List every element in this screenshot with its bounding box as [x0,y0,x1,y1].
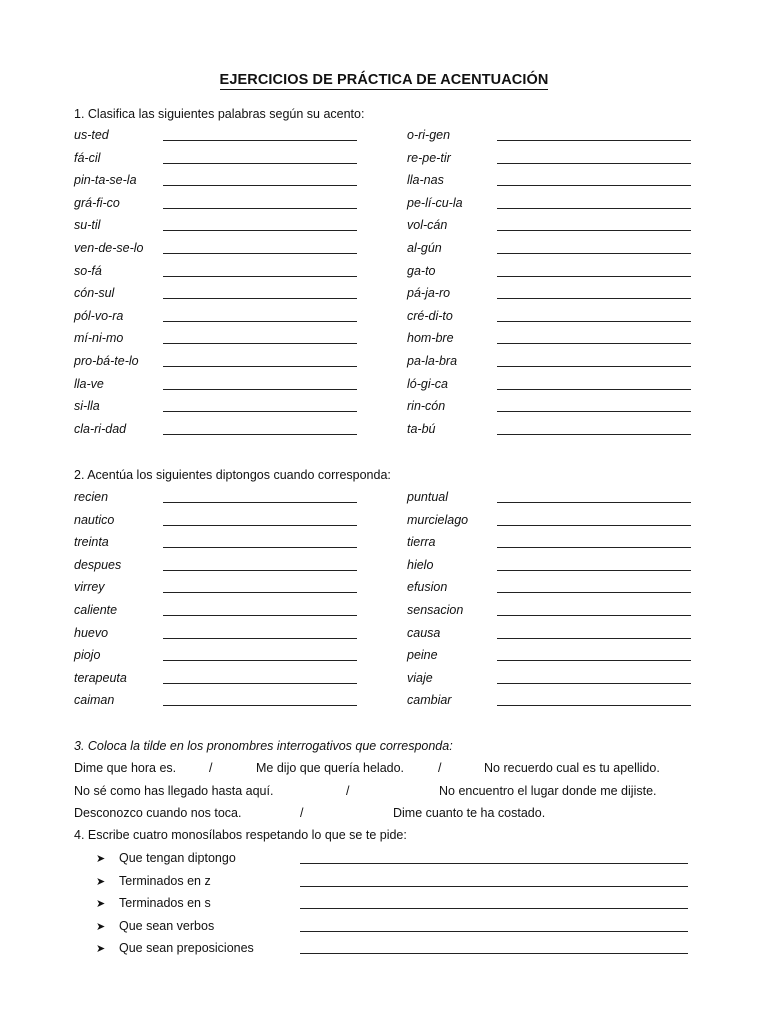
s1-answer-line-left[interactable] [163,163,357,164]
s1-word-right: hom-bre [407,331,454,346]
s1-word-left: mí-ni-mo [74,331,124,346]
s1-answer-line-right[interactable] [497,434,691,435]
s4-answer-line[interactable] [300,886,688,887]
s2-word-left: huevo [74,625,109,640]
s4-item-label: Que tengan diptongo [119,851,236,865]
s2-answer-line-right[interactable] [497,660,691,661]
s2-answer-line-left[interactable] [163,615,357,616]
s2-answer-line-right[interactable] [497,570,691,571]
s4-item-label: Terminados en z [119,873,211,888]
s3-row1-sentence1: Dime que hora es. [74,761,177,775]
s2-answer-line-right[interactable] [497,705,691,706]
s1-answer-line-left[interactable] [163,140,357,141]
s1-answer-line-right[interactable] [497,276,691,277]
s2-answer-line-left[interactable] [163,638,357,639]
s1-answer-line-left[interactable] [163,343,357,344]
s2-word-left: nautico [74,512,115,527]
s1-word-left: so-fá [74,263,102,278]
arrow-bullet-icon: ➤ [96,898,106,911]
s2-word-left: treinta [74,535,109,550]
s2-word-right: viaje [407,670,433,685]
s2-answer-line-left[interactable] [163,525,357,526]
s2-word-left: despues [74,557,122,572]
s1-answer-line-right[interactable] [497,208,691,209]
s1-word-left: pól-vo-ra [74,308,124,323]
s1-answer-line-left[interactable] [163,389,357,390]
s2-word-left: terapeuta [74,670,127,685]
s2-word-right: tierra [407,535,436,550]
s1-answer-line-left[interactable] [163,366,357,367]
s3-row3-sentence2: Dime cuanto te ha costado. [393,806,546,820]
s1-word-right: lla-nas [407,173,444,188]
s1-answer-line-right[interactable] [497,389,691,390]
s1-word-right: ta-bú [407,421,436,436]
s1-word-right: rin-cón [407,399,446,414]
s1-word-left: fá-cil [74,150,101,165]
s2-answer-line-left[interactable] [163,660,357,661]
s2-word-left: caiman [74,693,115,708]
s1-word-left: pro-bá-te-lo [74,354,139,368]
s2-word-right: peine [407,648,438,663]
s3-row3-sentence1: Desconozco cuando nos toca. [74,806,242,820]
page-title [0,72,768,88]
s1-answer-line-left[interactable] [163,208,357,209]
s4-answer-line[interactable] [300,908,688,909]
s1-word-right: pá-ja-ro [407,286,451,301]
s3-row3-sep1: / [300,806,304,820]
arrow-bullet-icon: ➤ [96,853,106,865]
s1-word-left: cón-sul [74,286,115,301]
s2-word-left: piojo [74,648,101,663]
s1-word-right: vol-cán [407,218,448,233]
s1-answer-line-right[interactable] [497,163,691,164]
s2-answer-line-left[interactable] [163,683,357,684]
arrow-bullet-icon: ➤ [96,943,106,956]
s1-word-right: ga-to [407,263,436,278]
s1-answer-line-right[interactable] [497,411,691,412]
s2-answer-line-right[interactable] [497,502,691,503]
s2-word-right: causa [407,625,441,640]
s3-row2-sentence2: No encuentro el lugar donde me dijiste. [439,784,657,798]
s4-answer-line[interactable] [300,863,688,864]
s2-answer-line-right[interactable] [497,638,691,639]
section4-heading: 4. Escribe cuatro monosílabos respetando lo que se te pide: [74,828,407,842]
s1-answer-line-right[interactable] [497,230,691,231]
s1-answer-line-left[interactable] [163,276,357,277]
s1-answer-line-left[interactable] [163,411,357,412]
s1-answer-line-right[interactable] [497,321,691,322]
s3-row1-sep2: / [438,761,442,775]
s1-word-right: pa-la-bra [407,354,458,368]
s4-answer-line[interactable] [300,953,688,954]
section2-heading: 2. Acentúa los siguientes diptongos cuando corresponda: [74,468,391,482]
s1-word-left: cla-ri-dad [74,421,127,436]
s2-word-right: murcielago [407,512,469,527]
s2-word-left: virrey [74,580,105,595]
s2-answer-line-left[interactable] [163,705,357,706]
s2-answer-line-left[interactable] [163,502,357,503]
s1-word-right: re-pe-tir [407,150,451,165]
s1-word-right: ló-gi-ca [407,376,448,391]
s2-word-left: caliente [74,603,118,617]
s1-answer-line-left[interactable] [163,185,357,186]
s1-word-right: al-gún [407,241,442,255]
s1-word-right: cré-di-to [407,308,453,323]
s1-word-right: pe-lí-cu-la [407,195,463,210]
s1-answer-line-right[interactable] [497,253,691,254]
s2-answer-line-left[interactable] [163,547,357,548]
s1-answer-line-right[interactable] [497,366,691,367]
s1-word-left: grá-fi-co [74,195,120,210]
s2-word-right: sensacion [407,603,464,617]
s2-answer-line-right[interactable] [497,592,691,593]
s2-answer-line-right[interactable] [497,683,691,684]
s2-word-right: cambiar [407,693,452,708]
s1-answer-line-left[interactable] [163,434,357,435]
s2-word-right: puntual [407,490,449,504]
s1-answer-line-left[interactable] [163,298,357,299]
s2-answer-line-right[interactable] [497,547,691,548]
s1-word-left: pin-ta-se-la [74,173,137,188]
s4-answer-line[interactable] [300,931,688,932]
s1-answer-line-left[interactable] [163,321,357,322]
s4-item-label: Que sean verbos [119,918,215,933]
s3-row2-sentence1: No sé como has llegado hasta aquí. [74,784,274,798]
s1-word-left: us-ted [74,128,109,142]
s2-answer-line-left[interactable] [163,592,357,593]
s3-row1-sentence2: Me dijo que quería helado. [256,761,405,775]
s2-word-left: recien [74,490,109,504]
s1-word-right: o-ri-gen [407,128,451,142]
s1-answer-line-right[interactable] [497,140,691,141]
s2-answer-line-left[interactable] [163,570,357,571]
s4-item-label: Terminados en s [119,896,211,911]
s1-word-left: su-til [74,218,101,233]
s1-answer-line-right[interactable] [497,298,691,299]
s1-answer-line-left[interactable] [163,253,357,254]
section3-heading: 3. Coloca la tilde en los pronombres interrogativos que corresponda: [74,739,453,753]
s3-row1-sep1: / [209,761,213,775]
s1-answer-line-right[interactable] [497,185,691,186]
s1-word-left: ven-de-se-lo [74,241,144,255]
s2-word-right: hielo [407,557,434,572]
section1-heading: 1. Clasifica las siguientes palabras según su acento: [74,107,365,121]
s2-answer-line-right[interactable] [497,525,691,526]
s1-word-left: si-lla [74,399,100,414]
arrow-bullet-icon: ➤ [96,875,106,888]
s2-word-right: efusion [407,580,448,595]
page-title-text: EJERCICIOS DE PRÁCTICA DE ACENTUACIÓN [219,72,549,88]
s1-answer-line-right[interactable] [497,343,691,344]
s2-answer-line-right[interactable] [497,615,691,616]
s1-answer-line-left[interactable] [163,230,357,231]
s4-item-label: Que sean preposiciones [119,941,254,956]
s3-row2-sep1: / [346,784,350,798]
s3-row1-sentence3: No recuerdo cual es tu apellido. [484,761,660,775]
arrow-bullet-icon: ➤ [96,920,106,933]
s1-word-left: lla-ve [74,376,104,391]
